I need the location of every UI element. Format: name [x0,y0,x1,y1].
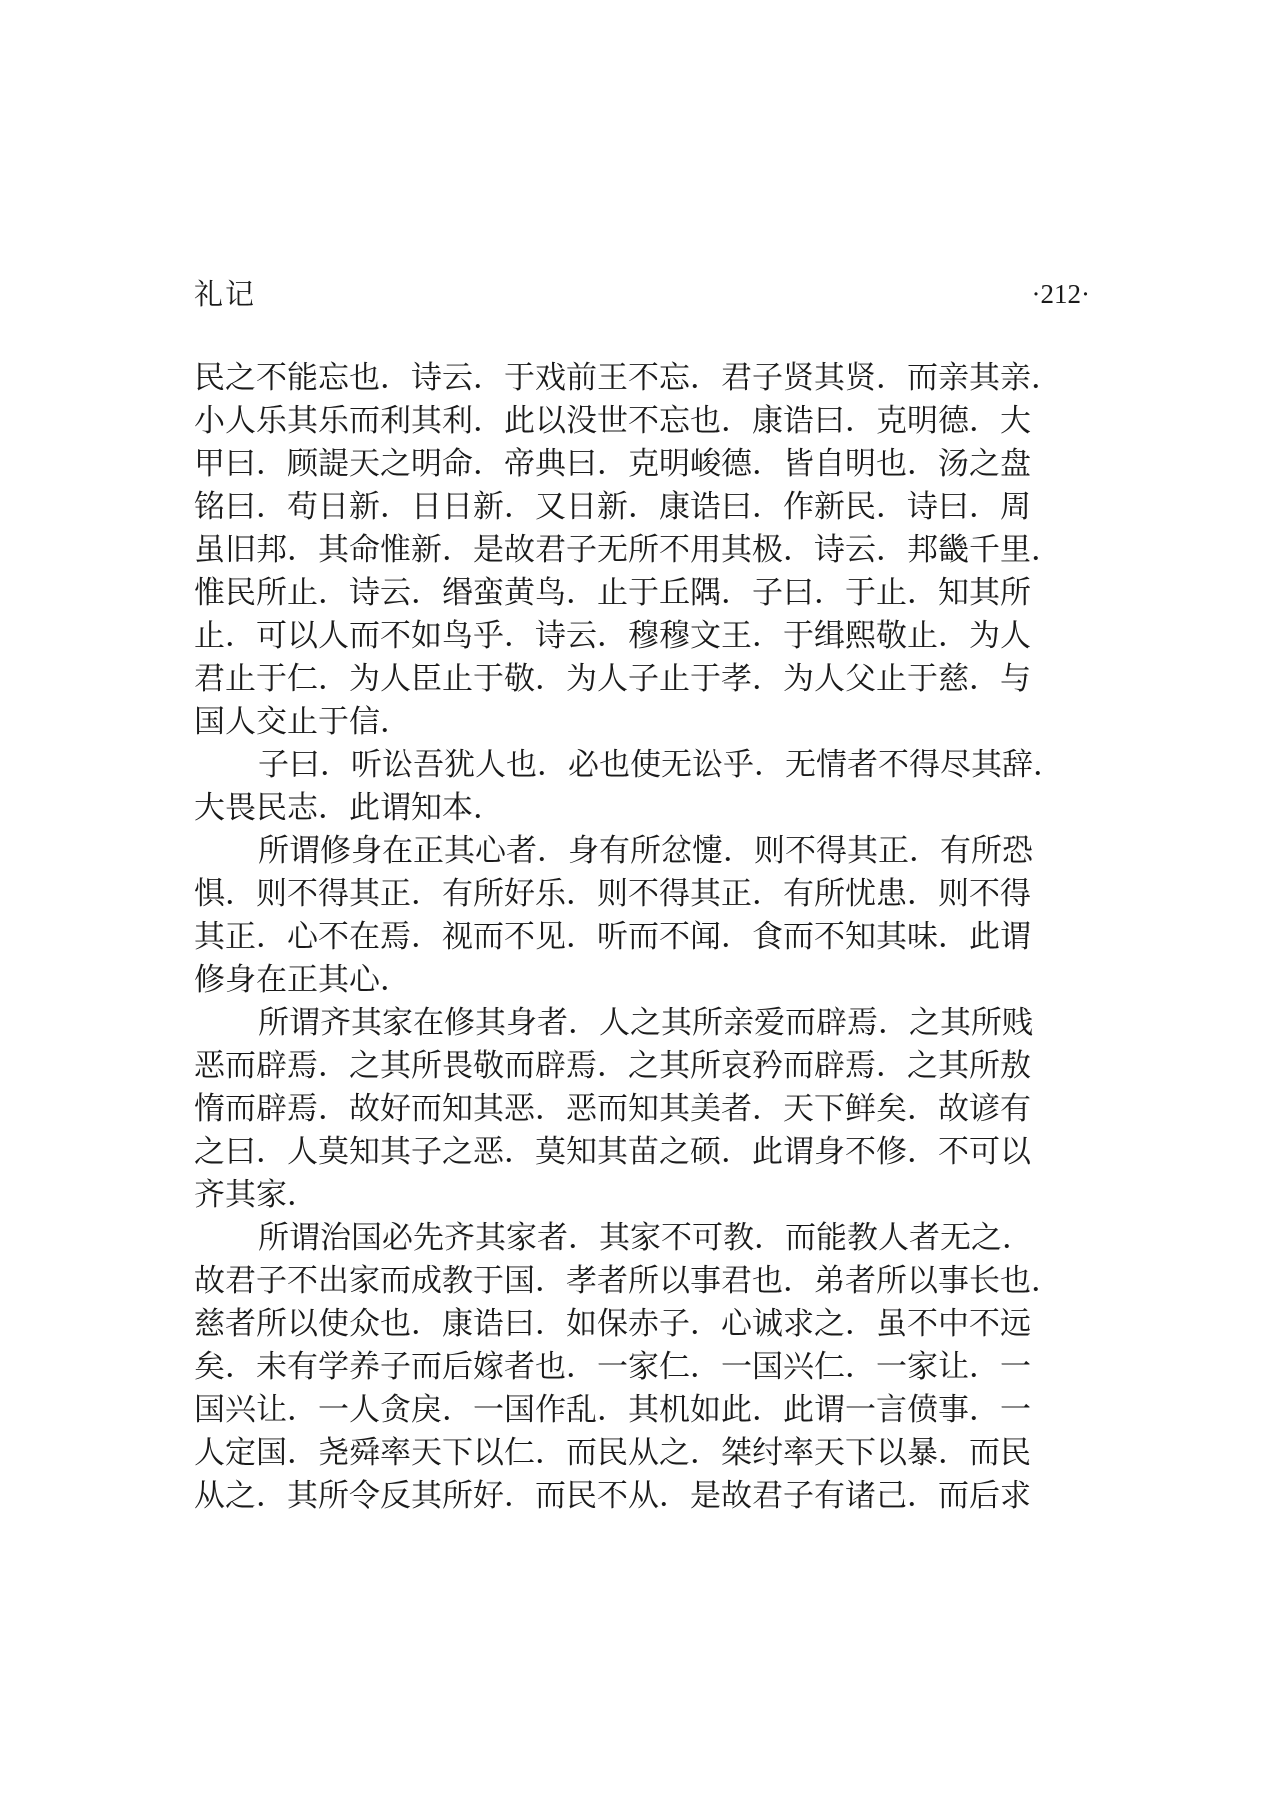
text-line: 故君子不出家而成教于国．孝者所以事君也．弟者所以事长也． [194,1263,1062,1299]
text-line: 惰而辟焉．故好而知其恶．恶而知其美者．天下鲜矣．故谚有 [194,1091,1031,1127]
text-line: 其正．心不在焉．视而不见．听而不闻．食而不知其味．此谓 [194,919,1031,955]
paragraph-start-line: 子曰．听讼吾犹人也．必也使无讼乎．无情者不得尽其辞． [258,747,1064,783]
text-line: 君止于仁．为人臣止于敬．为人子止于孝．为人父止于慈．与 [194,661,1031,697]
text-line: 大畏民志．此谓知本． [194,790,504,826]
text-line: 齐其家． [194,1177,318,1213]
text-line: 之曰．人莫知其子之恶．莫知其苗之硕．此谓身不修．不可以 [194,1134,1031,1170]
text-line: 虽旧邦．其命惟新．是故君子无所不用其极．诗云．邦畿千里． [194,532,1062,568]
text-line: 铭曰．苟日新．日日新．又日新．康诰曰．作新民．诗曰．周 [194,489,1031,525]
page-number: ·212· [1031,279,1090,309]
text-line: 惧．则不得其正．有所好乐．则不得其正．有所忧患．则不得 [194,876,1031,912]
text-line: 国人交止于信． [194,704,411,740]
paragraph-start-line: 所谓修身在正其心者．身有所忿懥．则不得其正．有所恐 [258,833,1033,869]
paragraph-start-line: 所谓齐其家在修其身者．人之其所亲爱而辟焉．之其所贱 [258,1005,1033,1041]
paragraph-start-line: 所谓治国必先齐其家者．其家不可教．而能教人者无之． [258,1220,1033,1256]
text-line: 民之不能忘也．诗云．于戏前王不忘．君子贤其贤．而亲其亲． [194,360,1062,396]
text-line: 从之．其所令反其所好．而民不从．是故君子有诸己．而后求 [194,1478,1031,1514]
text-line: 小人乐其乐而利其利．此以没世不忘也．康诰曰．克明德．大 [194,403,1031,439]
text-line: 惟民所止．诗云．缗蛮黄鸟．止于丘隅．子曰．于止．知其所 [194,575,1031,611]
text-line: 慈者所以使众也．康诰曰．如保赤子．心诚求之．虽不中不远 [194,1306,1031,1342]
text-line: 止．可以人而不如鸟乎．诗云．穆穆文王．于缉熙敬止．为人 [194,618,1031,654]
running-head [194,272,1090,316]
body-text [194,357,1090,1518]
text-line: 修身在正其心． [194,962,411,998]
text-line: 人定国．尧舜率天下以仁．而民从之．桀纣率天下以暴．而民 [194,1435,1031,1471]
text-line: 矣．未有学养子而后嫁者也．一家仁．一国兴仁．一家让．一 [194,1349,1031,1385]
text-line: 甲曰．顾諟天之明命．帝典曰．克明峻德．皆自明也．汤之盘 [194,446,1031,482]
text-line: 恶而辟焉．之其所畏敬而辟焉．之其所哀矜而辟焉．之其所敖 [194,1048,1031,1084]
text-line: 国兴让．一人贪戾．一国作乱．其机如此．此谓一言偾事．一 [194,1392,1031,1428]
book-title: 礼记 [194,277,257,311]
